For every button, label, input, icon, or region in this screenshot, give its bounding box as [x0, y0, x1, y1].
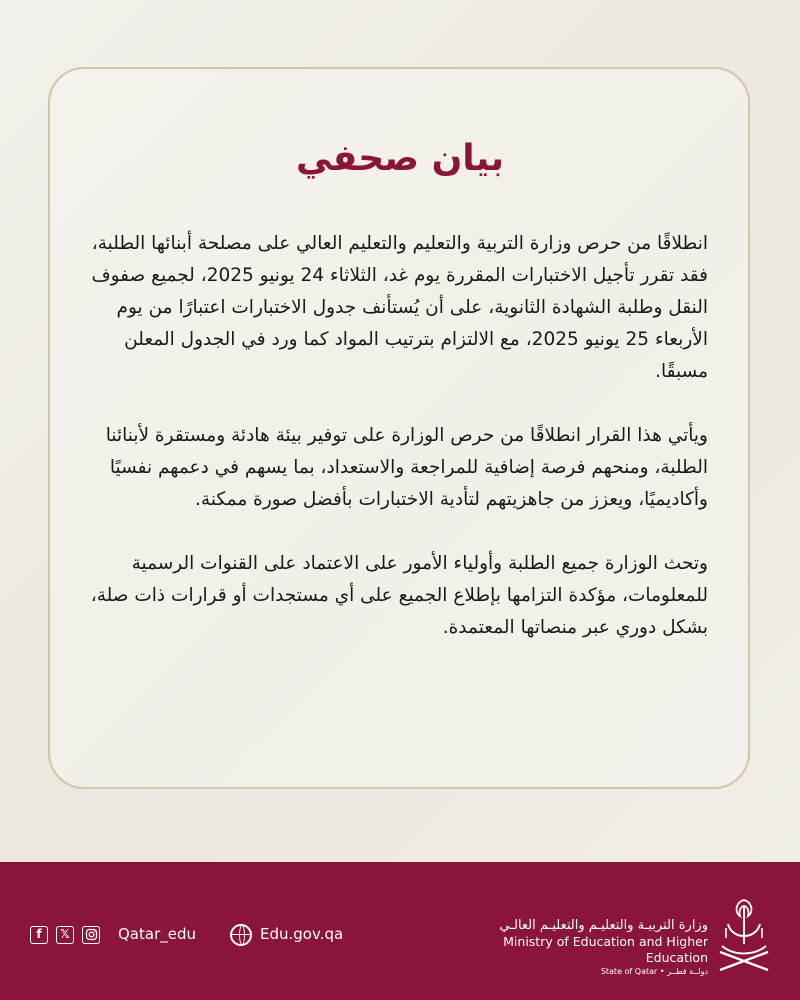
statement-paragraph-1: انطلاقًا من حرص وزارة التربية والتعليم والتعليم العالي على مصلحة أبنائها الطلبة، فقد تقرر تأجيل الاختبارات المقررة يوم غد، الثلاثاء 24 يونيو 2025، لجميع صفوف النقل وطلبة الشهادة الثانوية، على أن يُستأنف جدول الاختبارات اعتبارًا من يوم الأربعاء 25 يونيو 2025، مع الالتزام بترتيب المواد كما ورد في الجدول المعلن مسبقًا. — [91, 233, 708, 382]
ministry-name-block — [448, 918, 708, 977]
social-links — [30, 926, 100, 944]
state-label-english: State of Qatar — [600, 967, 658, 976]
website-link[interactable]: Edu.gov.qa — [260, 925, 344, 943]
state-label-arabic: دولــة قطــر — [667, 967, 708, 976]
statement-paragraph-3: وتحث الوزارة جميع الطلبة وأولياء الأمور على الاعتماد على القنوات الرسمية للمعلومات، مؤكدة التزامها بإطلاع الجميع على أي مستجدات أو قرارات ذات صلة، بشكل دوري عبر منصاتها المعتمدة. — [90, 553, 708, 638]
globe-icon — [230, 924, 252, 946]
ministry-name-arabic: وزارة التربيـة والتعليـم والتعليـم العالـي — [499, 918, 708, 933]
instagram-icon[interactable] — [82, 926, 100, 944]
statement-title: بيان صحفي — [295, 138, 505, 179]
ministry-name-english: Ministry of Education and Higher Education — [503, 934, 708, 965]
statement-paragraph-2: ويأتي هذا القرار انطلاقًا من حرص الوزارة على توفير بيئة هادئة ومستقرة لأبنائنا الطلبة، ومنحهم فرصة إضافية للمراجعة والاستعداد، بما يسهم في دعمهم نفسيًا وأكاديميًا، ويعزز من جاهزيتهم لتأدية الاختبارات بأفضل صورة ممكنة. — [105, 425, 708, 510]
state-label: State of Qatar • دولــة قطــر — [600, 967, 708, 976]
statement-body — [88, 228, 708, 676]
state-emblem-icon — [714, 894, 774, 974]
x-icon[interactable]: 𝕏 — [56, 926, 74, 944]
social-handle[interactable]: Qatar_edu — [118, 925, 196, 943]
facebook-icon[interactable]: f — [30, 926, 48, 944]
